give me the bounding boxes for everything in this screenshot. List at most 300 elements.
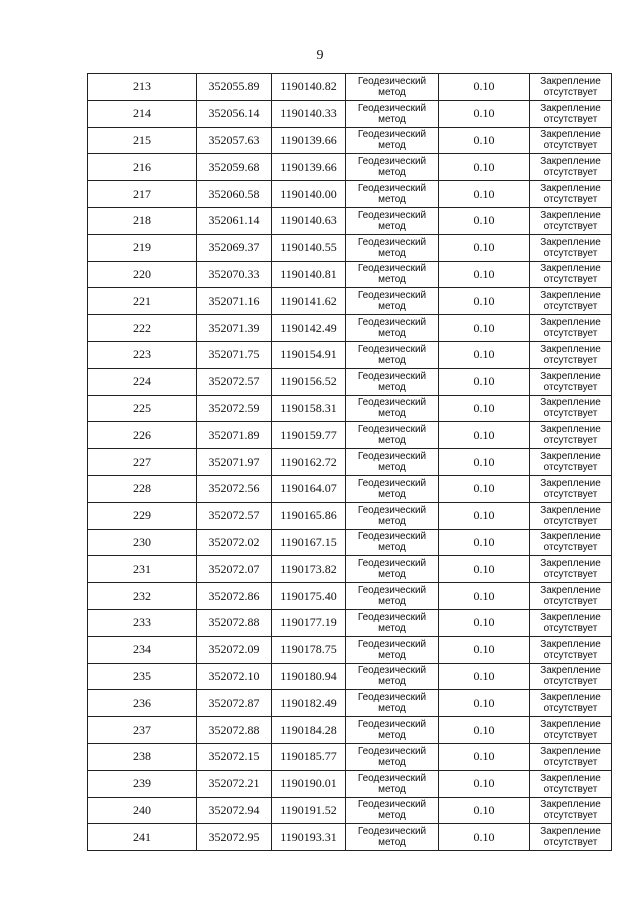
point-number-cell: 238 <box>88 743 197 770</box>
method-text-line: метод <box>378 435 406 447</box>
method-cell <box>346 127 439 154</box>
point-number-cell: 233 <box>88 609 197 636</box>
method-cell <box>346 181 439 208</box>
method-text-line: метод <box>378 810 406 822</box>
method-cell <box>346 770 439 797</box>
method-text-line: Геодезический <box>357 665 427 677</box>
fixation-text-line: отсутствует <box>543 810 598 822</box>
x-coordinate-cell: 352072.57 <box>197 502 272 529</box>
fixation-text-line: отсутствует <box>543 113 598 125</box>
table-row <box>88 770 612 797</box>
fixation-text-line: отсутствует <box>543 837 598 849</box>
fixation-text-line: отсутствует <box>543 194 598 206</box>
fixation-text-line: Закрепление <box>540 772 601 784</box>
y-coordinate-cell: 1190190.01 <box>272 770 346 797</box>
table-row <box>88 154 612 181</box>
fixation-text-line: отсутствует <box>543 301 598 313</box>
page-number: 9 <box>316 48 324 63</box>
y-coordinate-cell: 1190141.62 <box>272 288 346 315</box>
x-coordinate-cell: 352060.58 <box>197 181 272 208</box>
method-text-line: Геодезический <box>357 477 427 489</box>
x-coordinate-cell: 352056.14 <box>197 100 272 127</box>
fixation-text-line: Закрепление <box>540 558 601 570</box>
point-number-cell: 226 <box>88 422 197 449</box>
point-number-cell: 225 <box>88 395 197 422</box>
fixation-text-line: Закрепление <box>540 477 601 489</box>
point-number-cell: 240 <box>88 797 197 824</box>
fixation-cell <box>530 556 612 583</box>
y-coordinate-cell: 1190158.31 <box>272 395 346 422</box>
fixation-cell <box>530 502 612 529</box>
x-coordinate-cell: 352072.15 <box>197 743 272 770</box>
y-coordinate-cell: 1190177.19 <box>272 609 346 636</box>
point-number-cell: 235 <box>88 663 197 690</box>
method-text-line: Геодезический <box>357 370 427 382</box>
fixation-cell <box>530 261 612 288</box>
point-number-cell: 215 <box>88 127 197 154</box>
fixation-cell <box>530 770 612 797</box>
method-text-line: Геодезический <box>357 343 427 355</box>
x-coordinate-cell: 352070.33 <box>197 261 272 288</box>
coordinates-table <box>87 73 612 851</box>
method-text-line: Геодезический <box>357 799 427 811</box>
method-text-line: метод <box>378 569 406 581</box>
method-cell <box>346 395 439 422</box>
accuracy-cell: 0.10 <box>439 154 530 181</box>
fixation-cell <box>530 341 612 368</box>
method-text-line: Геодезический <box>357 209 427 221</box>
accuracy-cell: 0.10 <box>439 261 530 288</box>
accuracy-cell: 0.10 <box>439 690 530 717</box>
accuracy-cell: 0.10 <box>439 636 530 663</box>
x-coordinate-cell: 352072.88 <box>197 609 272 636</box>
fixation-cell <box>530 583 612 610</box>
table-row <box>88 690 612 717</box>
accuracy-cell: 0.10 <box>439 395 530 422</box>
method-cell <box>346 74 439 101</box>
fixation-cell <box>530 207 612 234</box>
x-coordinate-cell: 352057.63 <box>197 127 272 154</box>
point-number-cell: 234 <box>88 636 197 663</box>
method-cell <box>346 529 439 556</box>
accuracy-cell: 0.10 <box>439 475 530 502</box>
fixation-text-line: Закрепление <box>540 585 601 597</box>
y-coordinate-cell: 1190159.77 <box>272 422 346 449</box>
method-text-line: Геодезический <box>357 183 427 195</box>
fixation-text-line: Закрепление <box>540 263 601 275</box>
accuracy-cell: 0.10 <box>439 609 530 636</box>
x-coordinate-cell: 352072.87 <box>197 690 272 717</box>
table-row <box>88 475 612 502</box>
method-text-line: Геодезический <box>357 558 427 570</box>
fixation-cell <box>530 288 612 315</box>
point-number-cell: 219 <box>88 234 197 261</box>
accuracy-cell: 0.10 <box>439 717 530 744</box>
x-coordinate-cell: 352072.10 <box>197 663 272 690</box>
fixation-text-line: Закрепление <box>540 451 601 463</box>
fixation-text-line: отсутствует <box>543 247 598 259</box>
point-number-cell: 228 <box>88 475 197 502</box>
point-number-cell: 223 <box>88 341 197 368</box>
point-number-cell: 231 <box>88 556 197 583</box>
accuracy-cell: 0.10 <box>439 288 530 315</box>
point-number-cell: 237 <box>88 717 197 744</box>
method-cell <box>346 207 439 234</box>
method-text-line: Геодезический <box>357 638 427 650</box>
table-row <box>88 207 612 234</box>
fixation-text-line: отсутствует <box>543 140 598 152</box>
fixation-cell <box>530 422 612 449</box>
point-number-cell: 216 <box>88 154 197 181</box>
method-text-line: метод <box>378 247 406 259</box>
point-number-cell: 230 <box>88 529 197 556</box>
fixation-text-line: Закрепление <box>540 611 601 623</box>
fixation-cell <box>530 181 612 208</box>
table-row <box>88 368 612 395</box>
method-text-line: Геодезический <box>357 585 427 597</box>
method-text-line: Геодезический <box>357 504 427 516</box>
fixation-text-line: отсутствует <box>543 756 598 768</box>
method-text-line: Геодезический <box>357 745 427 757</box>
table-row <box>88 422 612 449</box>
accuracy-cell: 0.10 <box>439 556 530 583</box>
table-row <box>88 502 612 529</box>
method-text-line: метод <box>378 194 406 206</box>
table-row <box>88 127 612 154</box>
method-text-line: Геодезический <box>357 692 427 704</box>
method-cell <box>346 288 439 315</box>
accuracy-cell: 0.10 <box>439 234 530 261</box>
method-text-line: Геодезический <box>357 102 427 114</box>
method-text-line: метод <box>378 274 406 286</box>
point-number-cell: 229 <box>88 502 197 529</box>
fixation-text-line: Закрепление <box>540 719 601 731</box>
method-text-line: Геодезический <box>357 156 427 168</box>
accuracy-cell: 0.10 <box>439 663 530 690</box>
method-cell <box>346 234 439 261</box>
method-cell <box>346 502 439 529</box>
point-number-cell: 239 <box>88 770 197 797</box>
method-cell <box>346 154 439 181</box>
y-coordinate-cell: 1190140.82 <box>272 74 346 101</box>
fixation-text-line: Закрепление <box>540 209 601 221</box>
method-cell <box>346 583 439 610</box>
fixation-text-line: Закрепление <box>540 156 601 168</box>
y-coordinate-cell: 1190156.52 <box>272 368 346 395</box>
accuracy-cell: 0.10 <box>439 449 530 476</box>
x-coordinate-cell: 352072.56 <box>197 475 272 502</box>
fixation-cell <box>530 449 612 476</box>
fixation-text-line: Закрепление <box>540 343 601 355</box>
table-row <box>88 288 612 315</box>
method-cell <box>346 636 439 663</box>
y-coordinate-cell: 1190191.52 <box>272 797 346 824</box>
fixation-text-line: отсутствует <box>543 328 598 340</box>
method-text-line: метод <box>378 381 406 393</box>
fixation-text-line: Закрепление <box>540 183 601 195</box>
method-text-line: метод <box>378 354 406 366</box>
fixation-cell <box>530 127 612 154</box>
x-coordinate-cell: 352072.59 <box>197 395 272 422</box>
method-text-line: метод <box>378 756 406 768</box>
x-coordinate-cell: 352072.02 <box>197 529 272 556</box>
table-row <box>88 100 612 127</box>
fixation-text-line: отсутствует <box>543 622 598 634</box>
method-text-line: метод <box>378 408 406 420</box>
fixation-cell <box>530 475 612 502</box>
fixation-text-line: Закрепление <box>540 665 601 677</box>
method-text-line: Геодезический <box>357 826 427 838</box>
fixation-text-line: Закрепление <box>540 424 601 436</box>
method-cell <box>346 315 439 342</box>
accuracy-cell: 0.10 <box>439 181 530 208</box>
accuracy-cell: 0.10 <box>439 127 530 154</box>
method-cell <box>346 449 439 476</box>
accuracy-cell: 0.10 <box>439 315 530 342</box>
fixation-cell <box>530 368 612 395</box>
fixation-cell <box>530 663 612 690</box>
fixation-text-line: отсутствует <box>543 596 598 608</box>
method-cell <box>346 797 439 824</box>
x-coordinate-cell: 352072.94 <box>197 797 272 824</box>
fixation-cell <box>530 315 612 342</box>
fixation-cell <box>530 609 612 636</box>
fixation-text-line: Закрепление <box>540 799 601 811</box>
fixation-text-line: Закрепление <box>540 745 601 757</box>
x-coordinate-cell: 352071.75 <box>197 341 272 368</box>
table-row <box>88 583 612 610</box>
table-row <box>88 556 612 583</box>
method-text-line: метод <box>378 622 406 634</box>
accuracy-cell: 0.10 <box>439 502 530 529</box>
fixation-text-line: отсутствует <box>543 649 598 661</box>
accuracy-cell: 0.10 <box>439 100 530 127</box>
method-text-line: метод <box>378 596 406 608</box>
fixation-text-line: Закрепление <box>540 531 601 543</box>
method-text-line: метод <box>378 167 406 179</box>
x-coordinate-cell: 352061.14 <box>197 207 272 234</box>
method-text-line: Геодезический <box>357 531 427 543</box>
point-number-cell: 221 <box>88 288 197 315</box>
y-coordinate-cell: 1190165.86 <box>272 502 346 529</box>
fixation-cell <box>530 154 612 181</box>
fixation-cell <box>530 100 612 127</box>
y-coordinate-cell: 1190173.82 <box>272 556 346 583</box>
method-cell <box>346 475 439 502</box>
method-text-line: Геодезический <box>357 75 427 87</box>
fixation-text-line: Закрепление <box>540 826 601 838</box>
fixation-text-line: отсутствует <box>543 542 598 554</box>
y-coordinate-cell: 1190140.00 <box>272 181 346 208</box>
table-row <box>88 663 612 690</box>
method-cell <box>346 368 439 395</box>
fixation-cell <box>530 690 612 717</box>
fixation-text-line: Закрепление <box>540 397 601 409</box>
method-text-line: метод <box>378 301 406 313</box>
y-coordinate-cell: 1190162.72 <box>272 449 346 476</box>
x-coordinate-cell: 352071.89 <box>197 422 272 449</box>
method-text-line: метод <box>378 462 406 474</box>
method-cell <box>346 743 439 770</box>
fixation-text-line: Закрепление <box>540 638 601 650</box>
table-row <box>88 636 612 663</box>
y-coordinate-cell: 1190178.75 <box>272 636 346 663</box>
y-coordinate-cell: 1190140.33 <box>272 100 346 127</box>
method-text-line: Геодезический <box>357 263 427 275</box>
fixation-cell <box>530 717 612 744</box>
table-row <box>88 717 612 744</box>
y-coordinate-cell: 1190185.77 <box>272 743 346 770</box>
x-coordinate-cell: 352071.39 <box>197 315 272 342</box>
method-text-line: метод <box>378 730 406 742</box>
method-text-line: Геодезический <box>357 236 427 248</box>
y-coordinate-cell: 1190142.49 <box>272 315 346 342</box>
fixation-text-line: отсутствует <box>543 435 598 447</box>
fixation-text-line: Закрепление <box>540 290 601 302</box>
fixation-cell <box>530 824 612 851</box>
method-cell <box>346 690 439 717</box>
x-coordinate-cell: 352055.89 <box>197 74 272 101</box>
x-coordinate-cell: 352072.88 <box>197 717 272 744</box>
fixation-text-line: отсутствует <box>543 569 598 581</box>
method-text-line: метод <box>378 488 406 500</box>
table-body <box>88 74 612 851</box>
x-coordinate-cell: 352059.68 <box>197 154 272 181</box>
point-number-cell: 220 <box>88 261 197 288</box>
method-text-line: метод <box>378 328 406 340</box>
y-coordinate-cell: 1190140.63 <box>272 207 346 234</box>
point-number-cell: 214 <box>88 100 197 127</box>
y-coordinate-cell: 1190140.81 <box>272 261 346 288</box>
fixation-cell <box>530 74 612 101</box>
fixation-text-line: Закрепление <box>540 317 601 329</box>
method-text-line: метод <box>378 676 406 688</box>
fixation-text-line: Закрепление <box>540 504 601 516</box>
y-coordinate-cell: 1190180.94 <box>272 663 346 690</box>
fixation-text-line: отсутствует <box>543 220 598 232</box>
fixation-text-line: Закрепление <box>540 75 601 87</box>
method-text-line: Геодезический <box>357 424 427 436</box>
table-row <box>88 449 612 476</box>
accuracy-cell: 0.10 <box>439 74 530 101</box>
table-row <box>88 609 612 636</box>
accuracy-cell: 0.10 <box>439 207 530 234</box>
x-coordinate-cell: 352069.37 <box>197 234 272 261</box>
fixation-cell <box>530 636 612 663</box>
table-row <box>88 797 612 824</box>
fixation-text-line: Закрепление <box>540 102 601 114</box>
fixation-text-line: Закрепление <box>540 129 601 141</box>
method-text-line: Геодезический <box>357 129 427 141</box>
x-coordinate-cell: 352072.57 <box>197 368 272 395</box>
point-number-cell: 218 <box>88 207 197 234</box>
method-text-line: метод <box>378 837 406 849</box>
fixation-cell <box>530 797 612 824</box>
fixation-text-line: отсутствует <box>543 408 598 420</box>
accuracy-cell: 0.10 <box>439 529 530 556</box>
method-text-line: метод <box>378 113 406 125</box>
method-text-line: метод <box>378 649 406 661</box>
accuracy-cell: 0.10 <box>439 770 530 797</box>
fixation-text-line: отсутствует <box>543 167 598 179</box>
x-coordinate-cell: 352071.16 <box>197 288 272 315</box>
accuracy-cell: 0.10 <box>439 368 530 395</box>
point-number-cell: 236 <box>88 690 197 717</box>
method-text-line: Геодезический <box>357 451 427 463</box>
table-row <box>88 341 612 368</box>
accuracy-cell: 0.10 <box>439 743 530 770</box>
x-coordinate-cell: 352072.21 <box>197 770 272 797</box>
fixation-text-line: отсутствует <box>543 86 598 98</box>
point-number-cell: 224 <box>88 368 197 395</box>
x-coordinate-cell: 352072.86 <box>197 583 272 610</box>
fixation-cell <box>530 234 612 261</box>
fixation-text-line: отсутствует <box>543 676 598 688</box>
point-number-cell: 217 <box>88 181 197 208</box>
method-text-line: Геодезический <box>357 719 427 731</box>
accuracy-cell: 0.10 <box>439 422 530 449</box>
y-coordinate-cell: 1190139.66 <box>272 154 346 181</box>
fixation-text-line: отсутствует <box>543 354 598 366</box>
table-row <box>88 261 612 288</box>
fixation-text-line: отсутствует <box>543 730 598 742</box>
method-cell <box>346 609 439 636</box>
method-text-line: Геодезический <box>357 772 427 784</box>
y-coordinate-cell: 1190184.28 <box>272 717 346 744</box>
point-number-cell: 213 <box>88 74 197 101</box>
method-cell <box>346 663 439 690</box>
y-coordinate-cell: 1190154.91 <box>272 341 346 368</box>
accuracy-cell: 0.10 <box>439 583 530 610</box>
table-row <box>88 743 612 770</box>
fixation-text-line: Закрепление <box>540 370 601 382</box>
method-text-line: метод <box>378 140 406 152</box>
method-text-line: метод <box>378 542 406 554</box>
method-cell <box>346 261 439 288</box>
fixation-text-line: отсутствует <box>543 381 598 393</box>
table-row <box>88 395 612 422</box>
accuracy-cell: 0.10 <box>439 797 530 824</box>
y-coordinate-cell: 1190193.31 <box>272 824 346 851</box>
table-row <box>88 181 612 208</box>
table-row <box>88 234 612 261</box>
y-coordinate-cell: 1190140.55 <box>272 234 346 261</box>
y-coordinate-cell: 1190164.07 <box>272 475 346 502</box>
point-number-cell: 232 <box>88 583 197 610</box>
fixation-text-line: отсутствует <box>543 274 598 286</box>
method-text-line: метод <box>378 703 406 715</box>
method-text-line: метод <box>378 86 406 98</box>
x-coordinate-cell: 352072.09 <box>197 636 272 663</box>
fixation-text-line: отсутствует <box>543 462 598 474</box>
table-row <box>88 315 612 342</box>
x-coordinate-cell: 352071.97 <box>197 449 272 476</box>
fixation-text-line: отсутствует <box>543 488 598 500</box>
y-coordinate-cell: 1190167.15 <box>272 529 346 556</box>
point-number-cell: 227 <box>88 449 197 476</box>
point-number-cell: 241 <box>88 824 197 851</box>
x-coordinate-cell: 352072.95 <box>197 824 272 851</box>
method-text-line: метод <box>378 515 406 527</box>
method-cell <box>346 422 439 449</box>
table-row <box>88 824 612 851</box>
method-text-line: Геодезический <box>357 317 427 329</box>
table-row <box>88 529 612 556</box>
method-cell <box>346 824 439 851</box>
method-cell <box>346 556 439 583</box>
y-coordinate-cell: 1190139.66 <box>272 127 346 154</box>
method-text-line: метод <box>378 220 406 232</box>
